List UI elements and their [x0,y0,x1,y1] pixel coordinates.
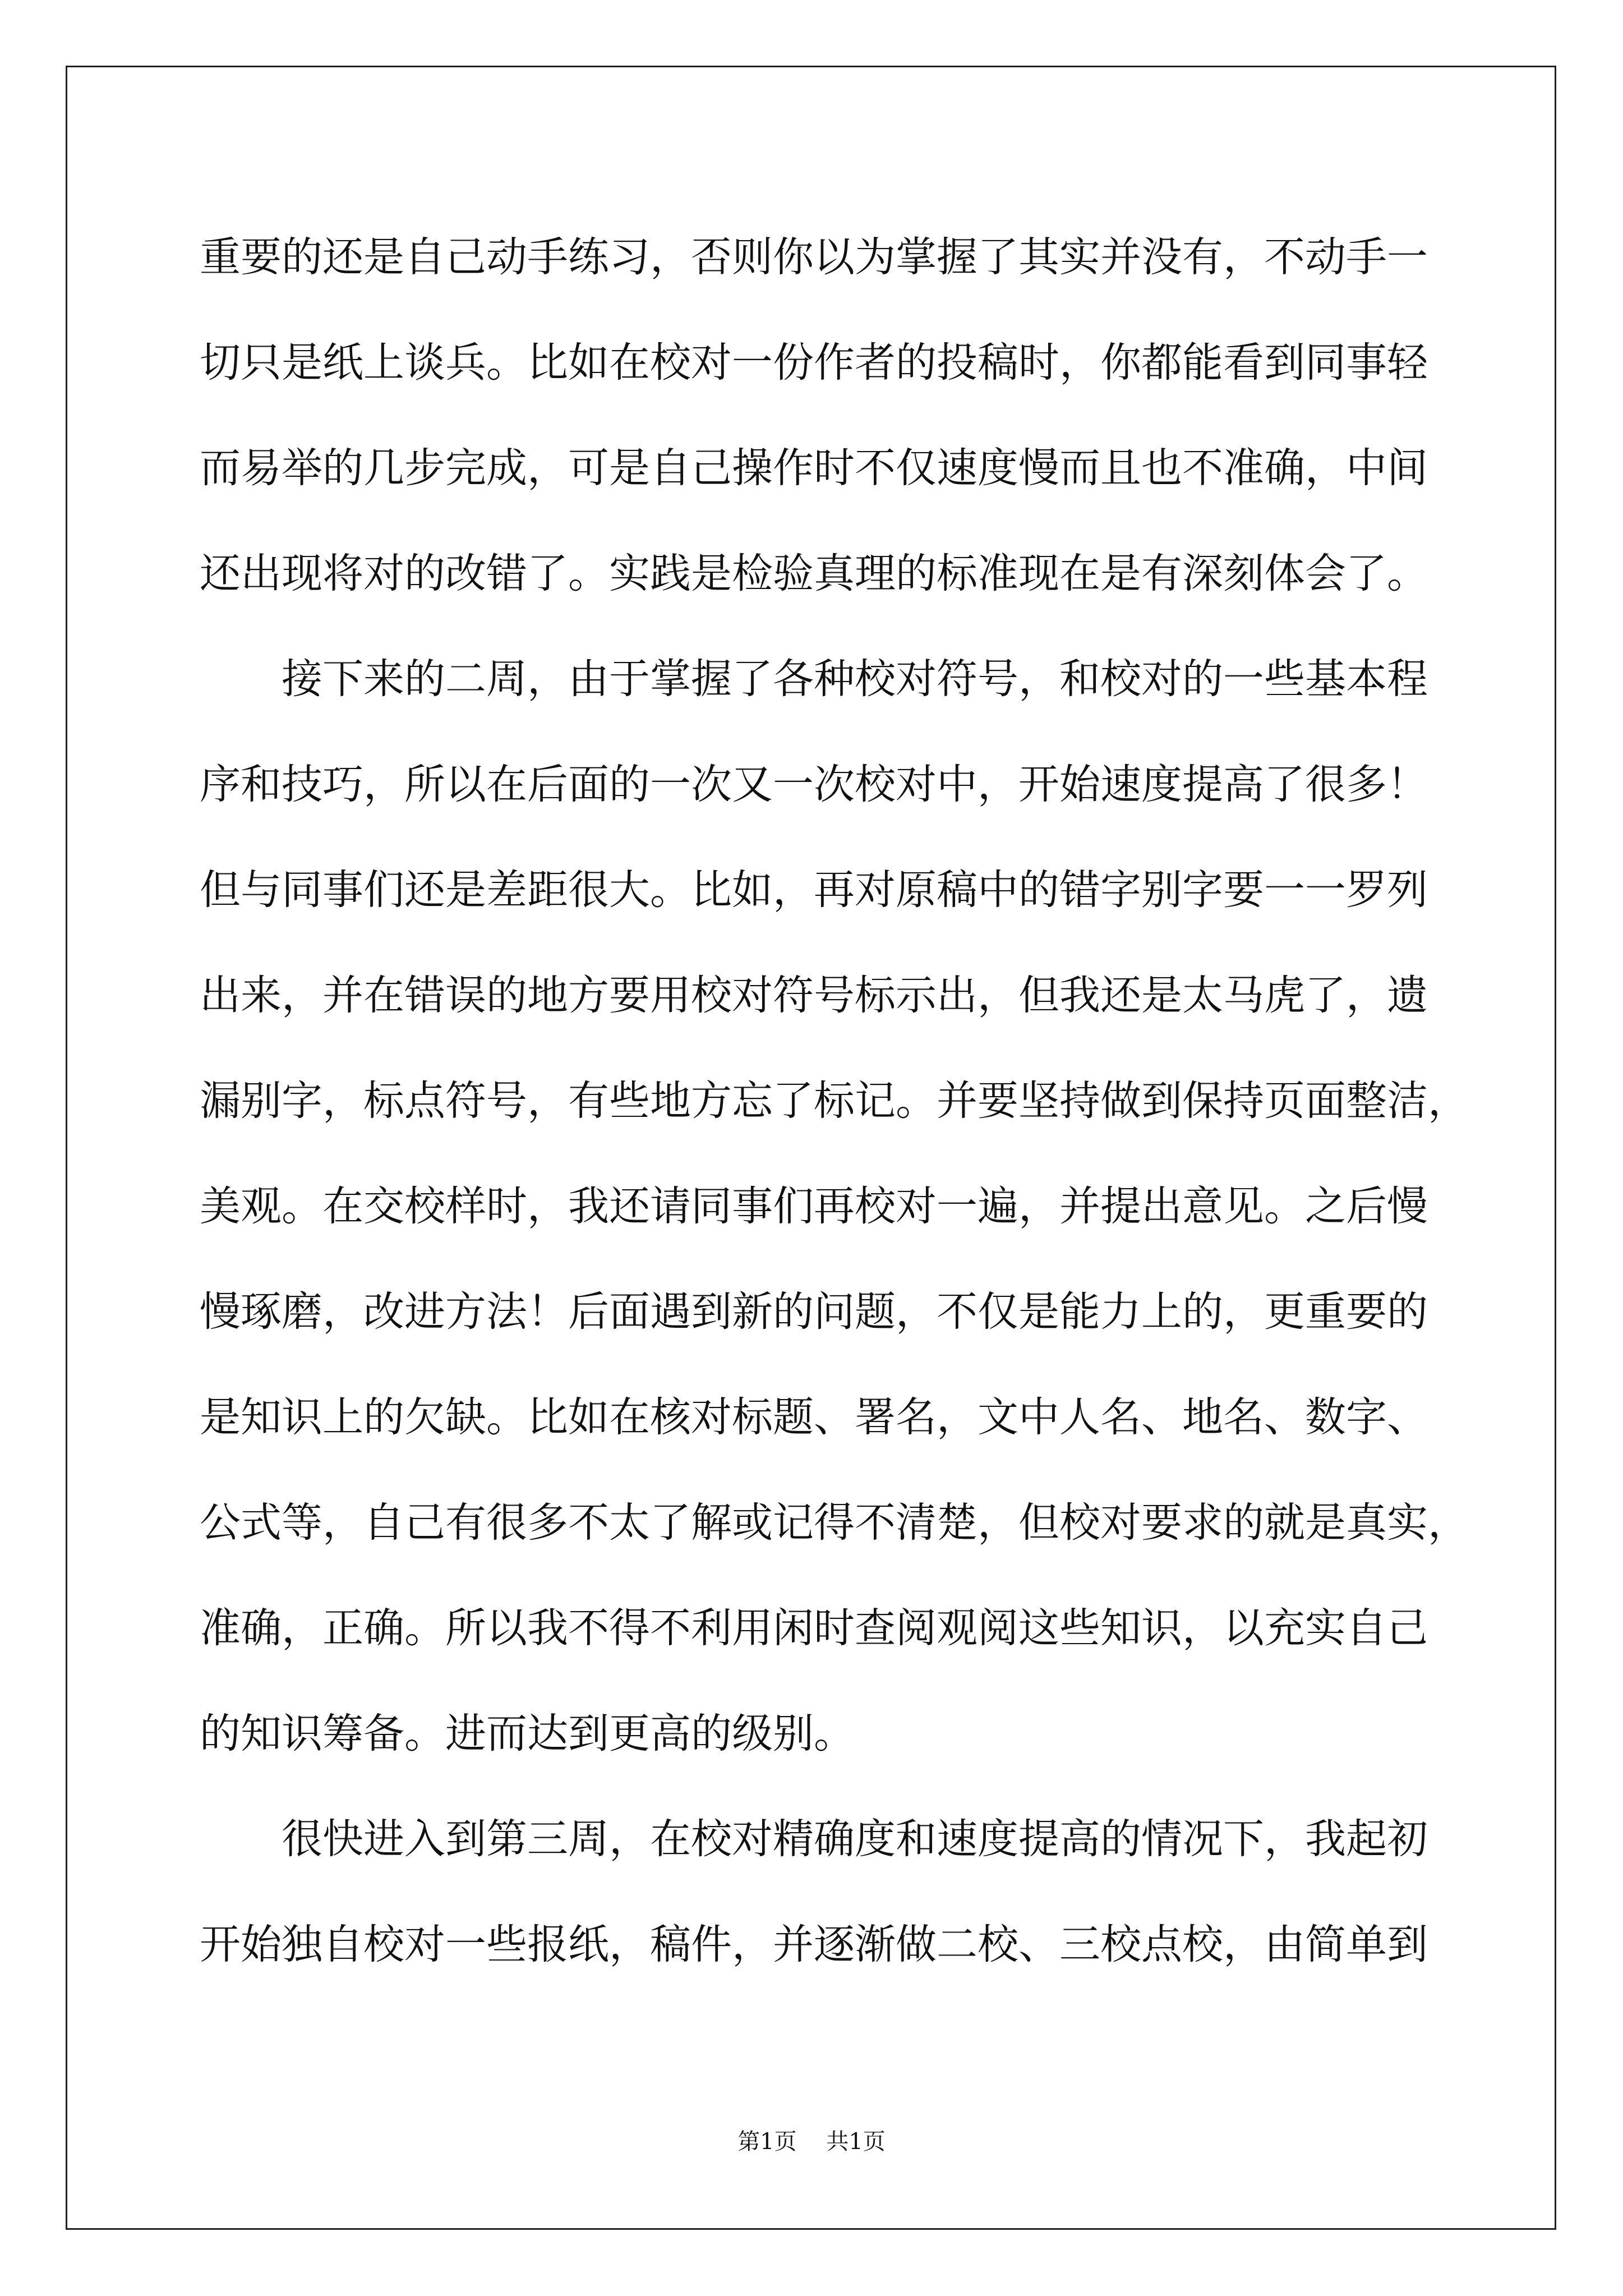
paragraph-start-line: 接下来的二周，由于掌握了各种校对符号，和校对的一些基本程 [282,655,1428,703]
text-line: 开始独自校对一些报纸，稿件，并逐渐做二校、三校点校，由简单到 [200,1921,1428,1968]
text-line: 是知识上的欠缺。比如在核对标题、署名，文中人名、地名、数字、 [200,1393,1428,1441]
text-line: 的知识筹备。进而达到更高的级别。 [200,1710,855,1757]
text-line: 序和技巧，所以在后面的一次又一次校对中，开始速度提高了很多！ [200,761,1428,808]
text-line: 切只是纸上谈兵。比如在校对一份作者的投稿时，你都能看到同事轻 [200,339,1428,386]
page-number: 第1页 [737,2129,797,2155]
paragraph-start-line: 很快进入到第三周，在校对精确度和速度提高的情况下，我起初 [282,1815,1428,1863]
text-line: 漏别字，标点符号，有些地方忘了标记。并要坚持做到保持页面整洁， [200,1077,1469,1125]
text-line: 慢琢磨，改进方法！后面遇到新的问题，不仅是能力上的，更重要的 [200,1288,1428,1336]
text-line: 还出现将对的改错了。实践是检验真理的标准现在是有深刻体会了。 [200,550,1428,597]
text-line: 公式等，自己有很多不太了解或记得不清楚，但校对要求的就是真实， [200,1499,1469,1547]
text-line: 而易举的几步完成，可是自己操作时不仅速度慢而且也不准确，中间 [200,444,1428,492]
page-footer [0,2124,1623,2156]
text-line: 美观。在交校样时，我还请同事们再校对一遍，并提出意见。之后慢 [200,1182,1428,1230]
page-total: 共1页 [826,2129,886,2155]
text-line: 出来，并在错误的地方要用校对符号标示出，但我还是太马虎了，遗 [200,972,1428,1019]
text-line: 重要的还是自己动手练习，否则你以为掌握了其实并没有，不动手一 [200,233,1428,281]
text-line: 但与同事们还是差距很大。比如，再对原稿中的错字别字要一一罗列 [200,866,1428,914]
text-line: 准确，正确。所以我不得不利用闲时查阅观阅这些知识，以充实自己 [200,1604,1428,1652]
document-body [200,205,1469,1998]
